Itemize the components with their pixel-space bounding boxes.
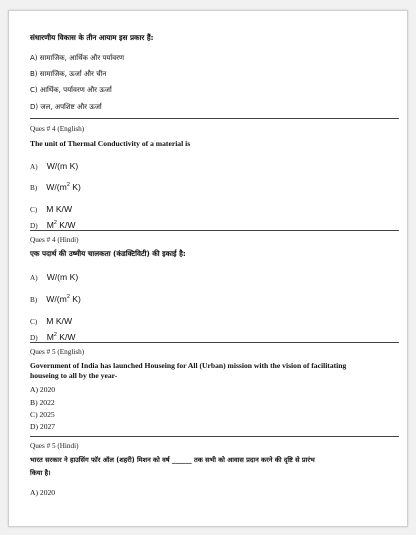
q4-english-label: Ques # 4 (English)	[30, 125, 85, 133]
q4-hindi-option-a: A) W/(m K)	[30, 272, 79, 282]
q5-english-option-c: C) 2025	[30, 410, 55, 419]
q5-english-option-d: D) 2027	[30, 422, 56, 431]
q3-option-d: D) जल, अपशिष्ट और ऊर्जा	[30, 103, 102, 111]
q5-hindi-question-line1: भारत सरकार ने हाउसिंग फॉर ऑल (शहरी) मिशन को वर्ष ______ तक सभी को आवास प्रदान करने की दृष्टि से प्रारंभ	[30, 456, 315, 464]
q3-option-b: B) सामाजिक, ऊर्जा और चीन	[30, 70, 107, 78]
q4-hindi-option-d: D) $M^2$ K/W	[30, 332, 76, 342]
q4-english-option-d: D) $M^2$ K/W	[30, 220, 76, 230]
q5-hindi-question-line2: किया है।	[30, 469, 51, 477]
q4-hindi-option-c: C) M K/W	[30, 316, 73, 326]
q4-hindi-option-b: B) $W/(m^2$ K)	[30, 294, 81, 304]
q4-english-option-a: A) W/(m K)	[30, 161, 79, 171]
divider	[30, 436, 399, 437]
q4-hindi-question: एक पदार्थ की उष्मीय चालकता (कंडक्टिविटी) की इकाई है:	[30, 249, 186, 258]
document-page	[8, 10, 408, 527]
q5-english-question-line2: houseing to all by the year-	[30, 371, 118, 380]
q4-english-option-c: C) M K/W	[30, 204, 73, 214]
q4-english-option-b: B) $W/(m^2$ K)	[30, 182, 81, 192]
q5-english-label: Ques # 5 (English)	[30, 348, 85, 356]
q3-option-a: A) सामाजिक, आर्थिक और पर्यावरण	[30, 54, 125, 62]
q5-english-option-a: A) 2020	[30, 385, 56, 394]
q5-hindi-option-a: A) 2020	[30, 488, 56, 497]
divider	[30, 342, 399, 343]
q3-hindi-question: संधारणीय विकास के तीन आयाम इस प्रकार हैं:	[30, 33, 154, 42]
q5-english-option-b: B) 2022	[30, 398, 55, 407]
q3-option-c: C) आर्थिक, पर्यावरण और ऊर्जा	[30, 86, 112, 94]
q5-hindi-label: Ques # 5 (Hindi)	[30, 442, 79, 450]
q4-hindi-label: Ques # 4 (Hindi)	[30, 236, 79, 244]
q5-english-question-line1: Government of India has launched Houseing for All (Urban) mission with the vision of facilitating	[30, 361, 347, 370]
q4-english-question: The unit of Thermal Conductivity of a material is	[30, 139, 191, 148]
divider	[30, 230, 399, 231]
divider	[30, 118, 399, 119]
